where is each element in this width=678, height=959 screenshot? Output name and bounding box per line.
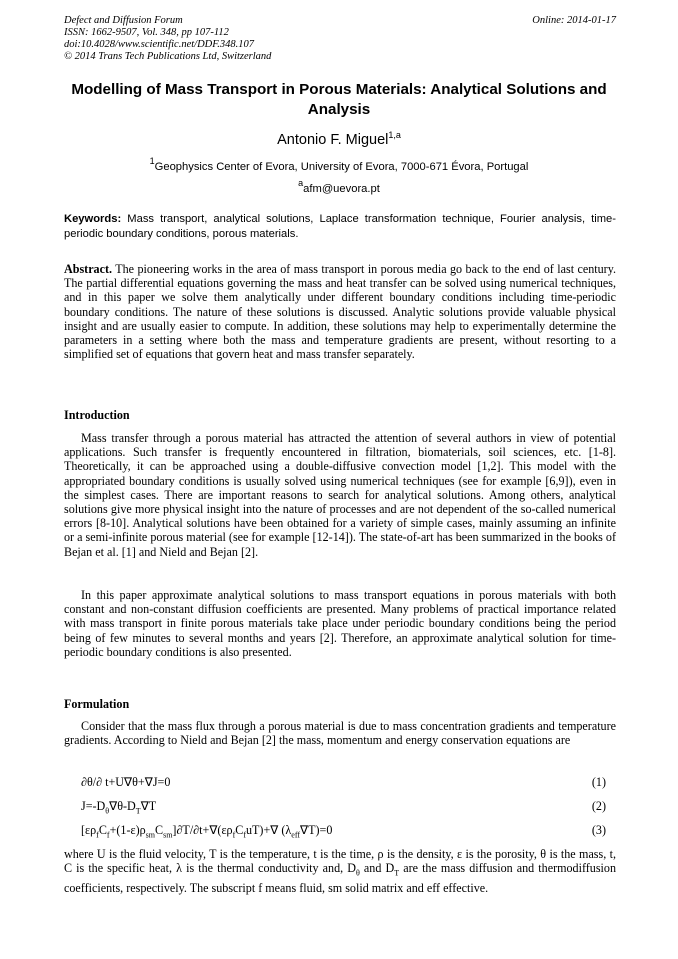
affiliation-sup: 1 xyxy=(149,156,155,166)
doi: doi:10.4028/www.scientific.net/DDF.348.107 xyxy=(64,39,255,50)
journal-name: Defect and Diffusion Forum xyxy=(64,15,183,26)
equation-1-text: ∂θ/∂ t+U∇θ+∇J=0 xyxy=(81,775,171,789)
formulation-paragraph-1: Consider that the mass flux through a porous material is due to mass concentration gradients and temperature gradients. According to Nield and Bejan [2] the mass, momentum and energy conservation equations are xyxy=(64,719,616,748)
journal-header xyxy=(64,15,616,63)
affiliation xyxy=(0,156,678,173)
keywords-text: Mass transport, analytical solutions, Laplace transformation technique, Fourier analysis, time-periodic boundary conditions, porous materials. xyxy=(64,213,616,240)
equation-1-number: (1) xyxy=(591,775,606,789)
formulation-paragraph-2: where U is the fluid velocity, T is the temperature, t is the time, ρ is the density, ε is the porosity, θ is the mass, t, C is the specific heat, λ is the thermal conductivity and, $D_\theta$ and $D_T$ are the mass diffusion and thermodiffusion coefficients, respectively. The subscript f means fluid, sm solid matrix and eff effective. xyxy=(64,847,617,895)
affiliation-text: Geophysics Center of Evora, University of Evora, 7000-671 Évora, Portugal xyxy=(154,161,529,173)
introduction-paragraph-2: In this paper approximate analytical solutions to mass transport equations in porous materials with both constant and non-constant diffusion coefficients are presented. Many problems of practical importance related with mass transport in finite porous materials take place under periodic boundary conditions being the period being of few minutes to several months and years [2]. Therefore, an approximate analytical solution for time-periodic boundary conditions is also presented. xyxy=(64,588,616,659)
author xyxy=(0,130,678,148)
issn: ISSN: 1662-9507, Vol. 348, pp 107-112 xyxy=(64,27,229,38)
email-sup: a xyxy=(298,178,304,188)
paper-title: Modelling of Mass Transport in Porous Materials: Analytical Solutions and Analysis xyxy=(71,81,607,118)
equation-3-number: (3) xyxy=(591,823,606,837)
abstract xyxy=(64,262,616,361)
equation-1 xyxy=(81,775,606,790)
equation-2 xyxy=(81,799,606,815)
author-sup: 1,a xyxy=(388,130,401,140)
equation-3 xyxy=(81,823,606,839)
email-text: afm@uevora.pt xyxy=(303,183,380,195)
keywords-label: Keywords: xyxy=(64,213,122,225)
copyright: © 2014 Trans Tech Publications Ltd, Switzerland xyxy=(64,51,272,62)
section-heading-introduction: Introduction xyxy=(64,408,130,422)
equation-3-text: $[\varepsilon\rho_fC_f+(1-\varepsilon)\rho_{sm}C_{sm}]\partial T/\partial t+\nabla(\varepsilon\rho_fC_fuT)+\nabla$ $(\lambda_{eff}\nabla T)=0$ xyxy=(81,823,333,840)
author-name: Antonio F. Miguel xyxy=(277,132,389,148)
keywords xyxy=(64,212,616,241)
online-date: Online: 2014-01-17 xyxy=(532,15,616,26)
introduction-paragraph-1: Mass transfer through a porous material has attracted the attention of several authors in view of potential applications. Such transfer is frequently encountered in filtration, biomaterials, soil sciences, etc. [1-8]. Theoretically, it can be approached using a double-diffusive convection model [1,2]. This model with the appropriated boundary conditions is usually solved using numerical techniques (see for example [6,9]), even in the simplest cases. There are important reasons to search for analytical solutions. Among others, analytical solutions give more physical insight into the nature of processes and are not dependent of the so-called numerical errors [8-10]. Analytical solutions have been obtained for a variety of simple cases, mainly assuming an infinite or a semi-infinite porous material (see for example [12-14]). The state-of-art has been summarized in the books of Bejan et al. [1] and Nield and Bejan [2]. xyxy=(64,431,616,559)
section-heading-formulation: Formulation xyxy=(64,697,130,711)
abstract-label: Abstract. xyxy=(64,262,113,276)
abstract-text: The pioneering works in the area of mass transport in porous media go back to the end of last century. The partial differential equations governing the mass and heat transfer can be solved using numerical techniques, and in this paper we solve them analytically under different boundary conditions including time-periodic boundary conditions. The nature of these solutions is discussed. Analytic solutions provide valuable physical insight and are usually easier to compute. In addition, these solutions may help to experimentally determine the parameters in a setting where both the mass and temperature gradients are present, without resorting to a simplified set of equations that govern heat and mass transfer separately. xyxy=(64,262,616,362)
equation-2-number: (2) xyxy=(591,799,606,813)
equation-2-text: $J=-D_\theta\nabla\theta-D_T\nabla T$ xyxy=(81,799,157,816)
author-email xyxy=(0,178,678,195)
